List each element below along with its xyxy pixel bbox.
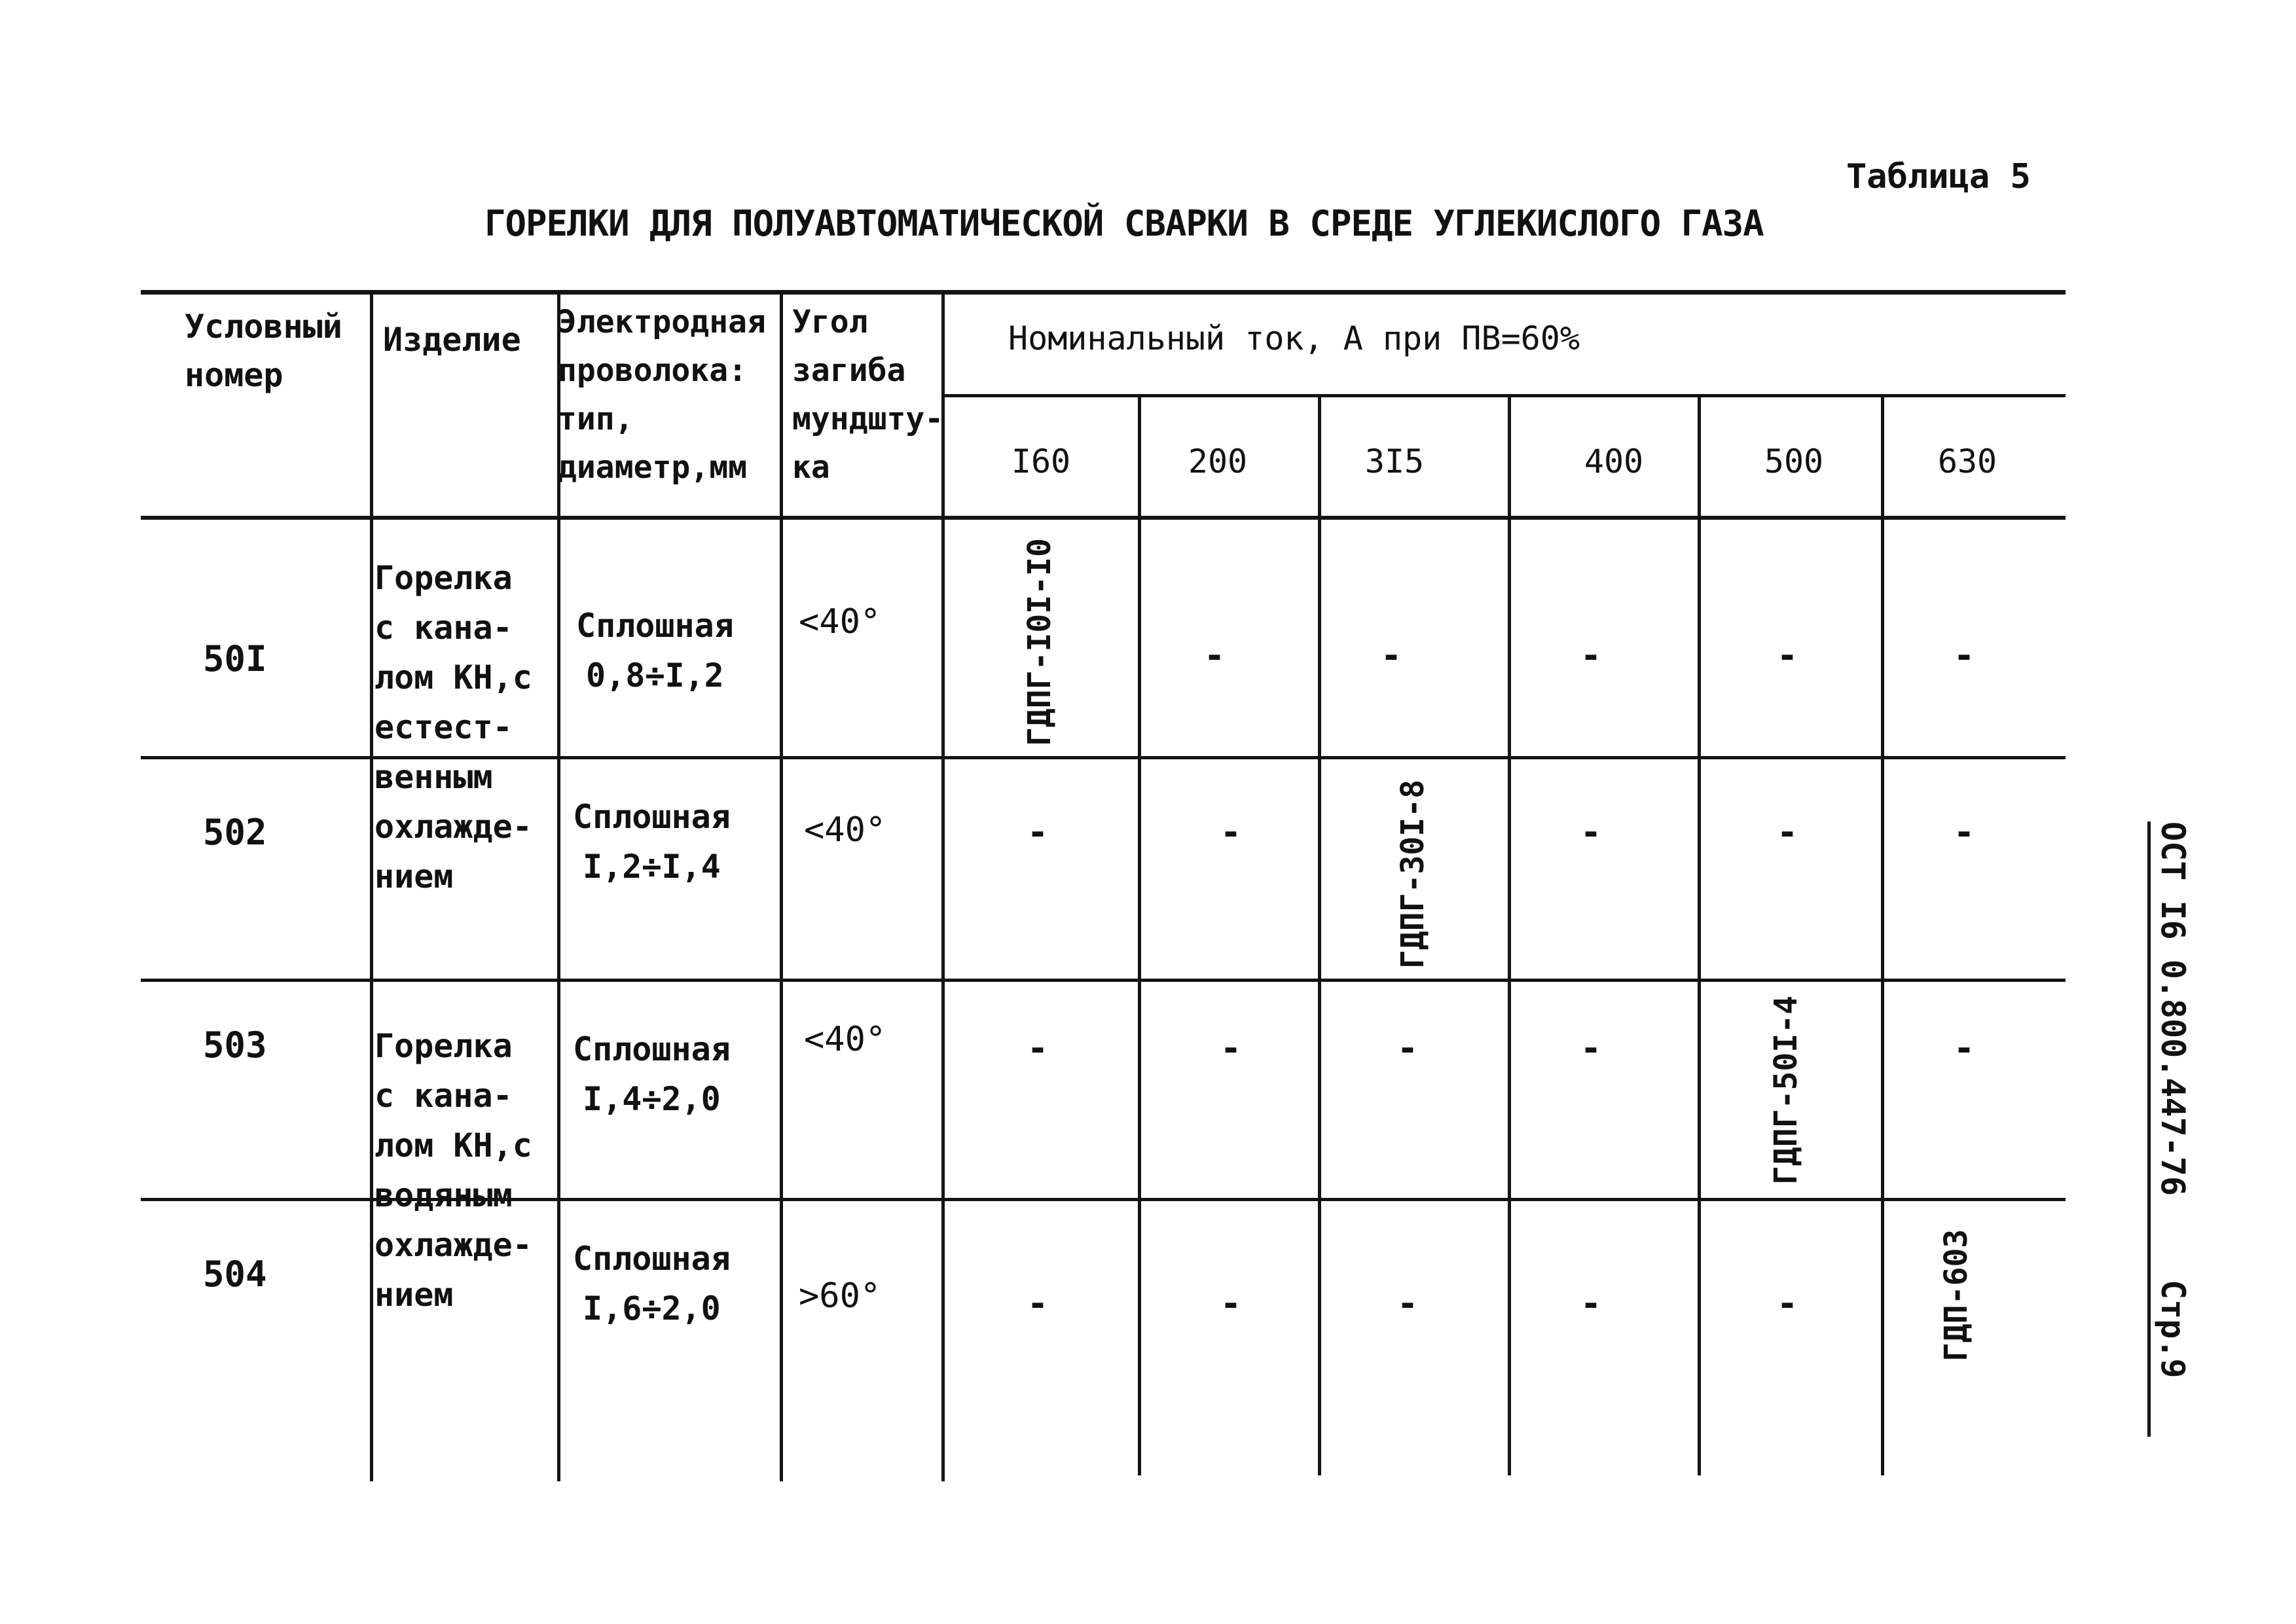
row-angle: <40°	[804, 810, 886, 850]
empty-cell-dash: -	[1776, 635, 1798, 676]
row-number: 502	[203, 812, 267, 853]
table-title: ГОРЕЛКИ ДЛЯ ПОЛУАВТОМАТИЧЕСКОЙ СВАРКИ В СРЕДЕ УГЛЕКИСЛОГО ГАЗА	[484, 203, 1764, 244]
empty-cell-dash: -	[1580, 1283, 1602, 1324]
header-bottom-border	[141, 516, 2066, 520]
current-group-divider	[943, 394, 2066, 397]
header-current-315: 3I5	[1364, 442, 1425, 480]
empty-cell-dash: -	[1580, 812, 1602, 853]
header-current-500: 500	[1764, 442, 1824, 480]
standard-designation: ОСТ I6 0.800.447-76	[2154, 821, 2192, 1196]
empty-cell-dash: -	[1580, 635, 1602, 676]
col-divider-200	[1318, 395, 1321, 1475]
empty-cell-dash: -	[1953, 812, 1975, 853]
empty-cell-dash: -	[1776, 1283, 1798, 1324]
empty-cell-dash: -	[1220, 1028, 1242, 1069]
col-divider-315	[1508, 395, 1511, 1475]
row-number: 504	[203, 1254, 267, 1295]
table-top-border	[141, 290, 2066, 295]
header-product: Изделие	[383, 321, 521, 359]
col-divider-wire	[780, 290, 783, 1481]
empty-cell-dash: -	[1396, 1028, 1419, 1069]
empty-cell-dash: -	[1396, 1283, 1419, 1324]
header-number: Условный номер	[185, 308, 342, 394]
header-current-200: 200	[1188, 442, 1248, 480]
empty-cell-dash: -	[1220, 1283, 1242, 1324]
empty-cell-dash: -	[1953, 1028, 1975, 1069]
torch-model-label: ГДП-603	[1938, 1229, 1975, 1362]
margin-rule	[2147, 821, 2151, 1437]
header-current-group: Номинальный ток, А при ПВ=60%	[1008, 319, 1580, 357]
empty-cell-dash: -	[1380, 635, 1402, 676]
row-divider-503	[141, 979, 2066, 982]
row-wire: Сплошная I,2÷I,4	[573, 798, 731, 886]
row-wire: Сплошная I,6÷2,0	[573, 1240, 731, 1327]
product-natural-cooling: Горелка с кана- лом КН,с естест- венным охлажде- нием	[374, 559, 532, 895]
empty-cell-dash: -	[1027, 812, 1049, 853]
torch-model-label: ГДПГ-I0I-I0	[1021, 538, 1058, 746]
row-angle: <40°	[804, 1020, 886, 1059]
page-number: Стр.9	[2154, 1280, 2192, 1379]
empty-cell-dash: -	[1027, 1283, 1049, 1324]
empty-cell-dash: -	[1220, 812, 1242, 853]
torch-model-label: ГДПГ-50I-4	[1768, 996, 1804, 1185]
col-divider-400	[1698, 395, 1701, 1475]
header-angle: Угол загиба мундшту- ка	[792, 304, 944, 486]
col-divider-500	[1881, 395, 1884, 1475]
empty-cell-dash: -	[1953, 635, 1975, 676]
row-angle: >60°	[799, 1276, 881, 1316]
row-wire: Сплошная 0,8÷I,2	[576, 607, 734, 695]
col-divider-i60	[1138, 395, 1141, 1475]
row-number: 503	[203, 1024, 267, 1066]
empty-cell-dash: -	[1203, 635, 1226, 676]
row-number: 50I	[203, 638, 267, 679]
header-current-630: 630	[1937, 442, 1997, 480]
header-wire: Электродная проволока: тип, диаметр,мм	[558, 304, 766, 486]
row-wire: Сплошная I,4÷2,0	[573, 1030, 731, 1118]
col-divider-number	[370, 290, 373, 1481]
empty-cell-dash: -	[1027, 1028, 1049, 1069]
row-angle: <40°	[799, 602, 881, 641]
header-current-400: 400	[1584, 442, 1644, 480]
product-water-cooling: Горелка с кана- лом КН,с водяным охлажде- нием	[374, 1027, 532, 1314]
header-current-i60: I60	[1011, 442, 1071, 480]
torch-model-label: ГДПГ-30I-8	[1394, 780, 1431, 969]
empty-cell-dash: -	[1580, 1028, 1602, 1069]
table-number-label: Таблица 5	[1846, 157, 2031, 196]
empty-cell-dash: -	[1776, 812, 1798, 853]
